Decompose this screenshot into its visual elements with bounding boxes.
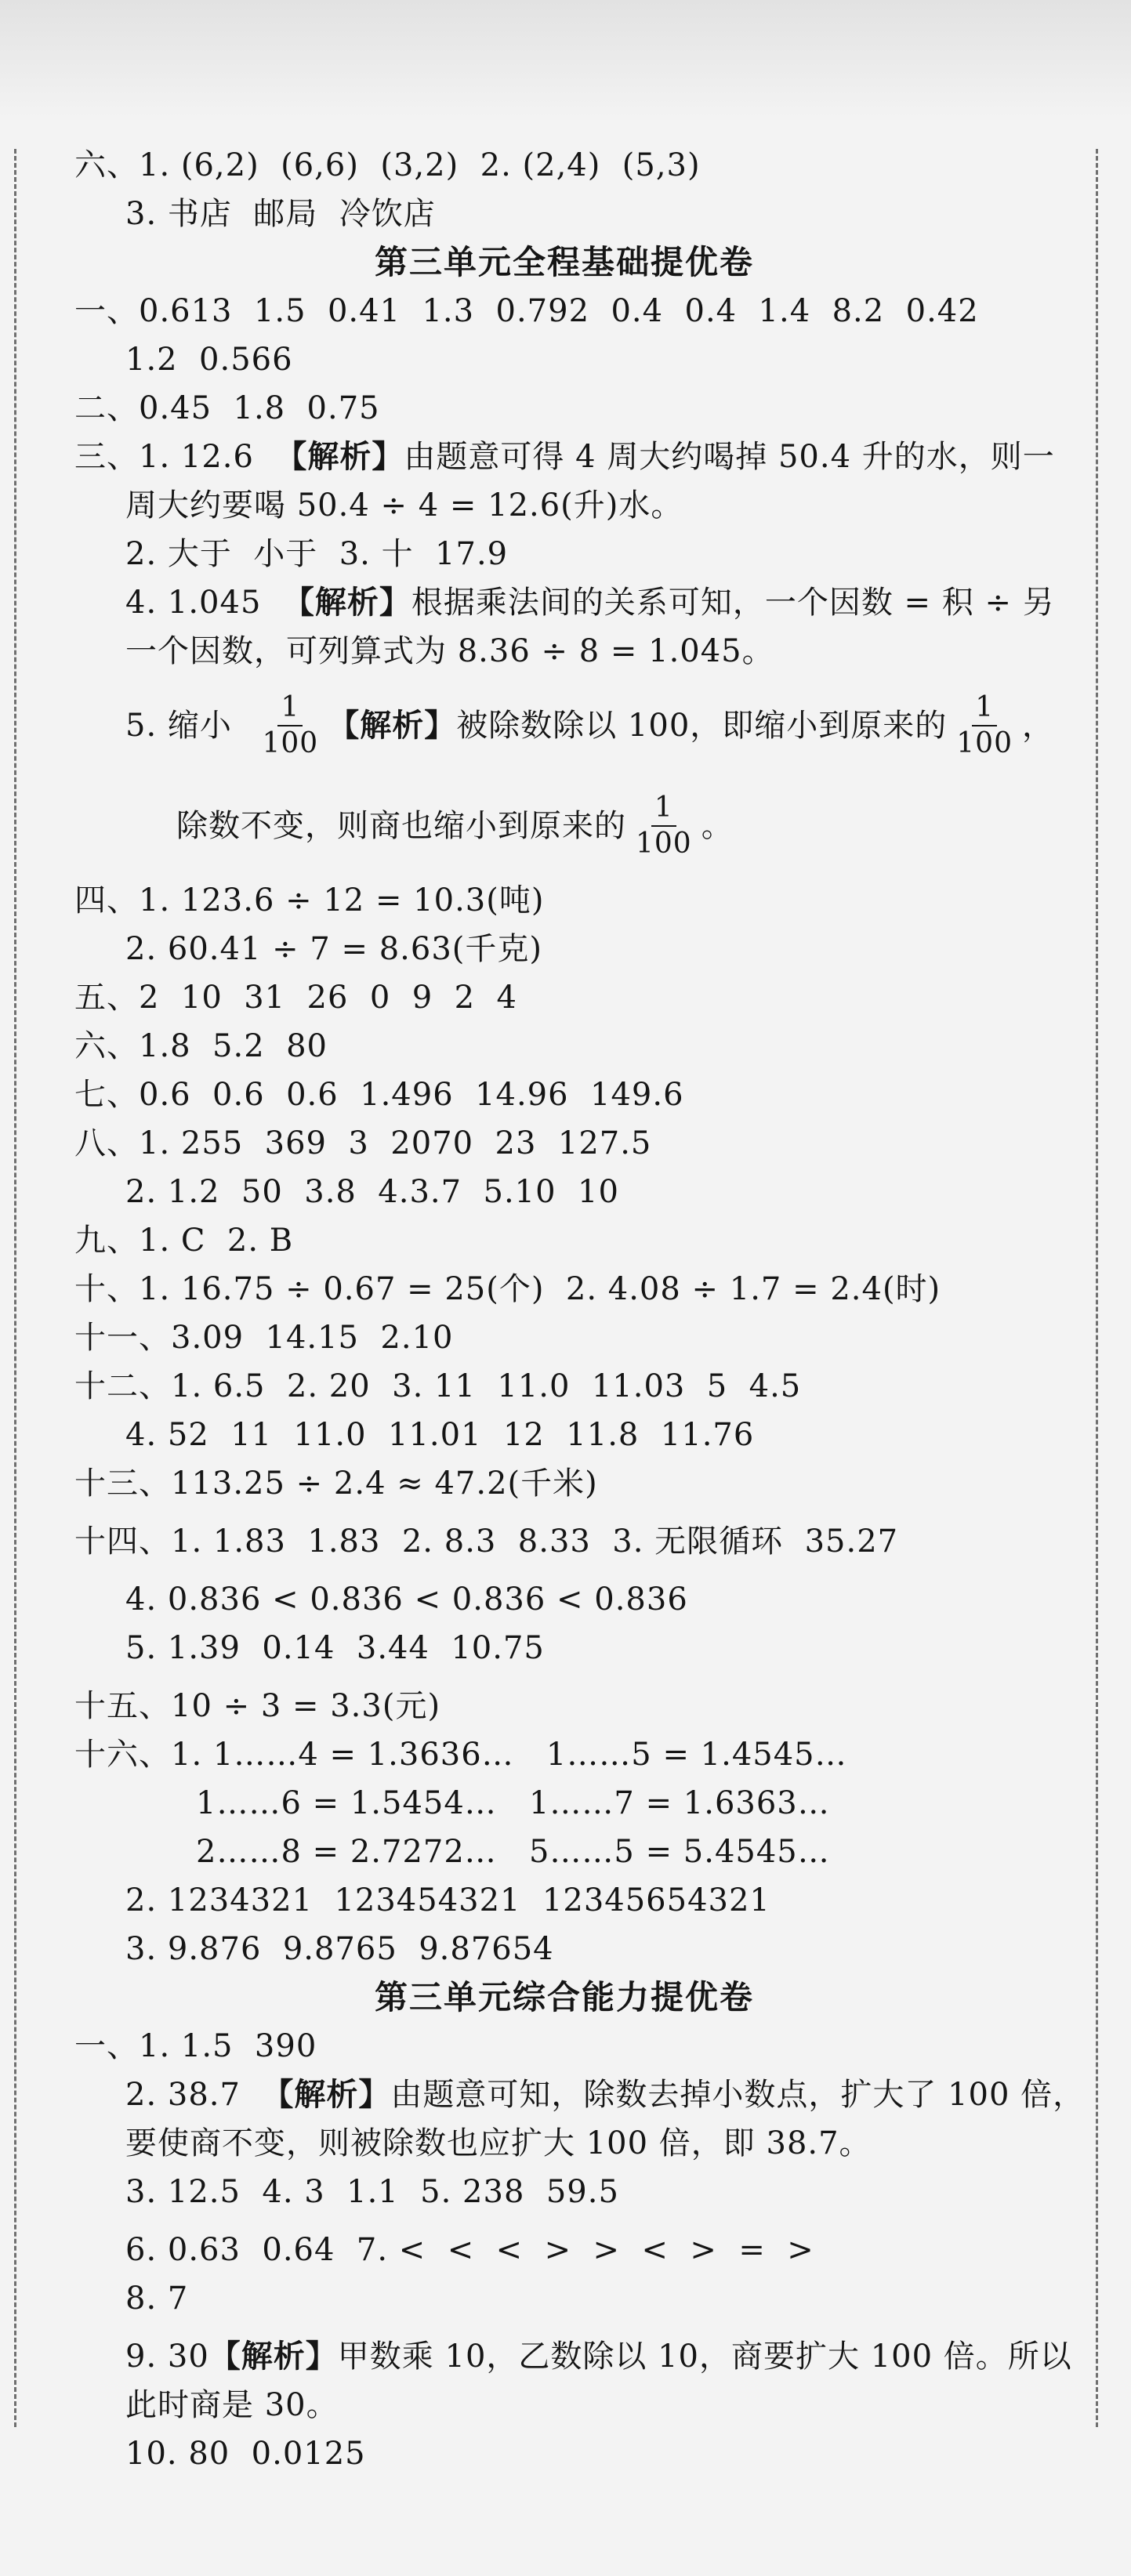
answer-line: 3. 书店 邮局 冷饮店 (125, 196, 436, 232)
answer-line: 周大约要喝 50.4 ÷ 4 = 12.6(升)水。 (125, 487, 683, 524)
answer-number: 2. 38.7 (125, 2077, 241, 2113)
left-dashed-margin (14, 149, 16, 2427)
analysis-text: 甲数乘 10，乙数除以 10，商要扩大 100 倍。所以 (337, 2339, 1072, 2375)
analysis-text: 除数不变，则商也缩小到原来的 (176, 808, 626, 844)
analysis-text: 被除数除以 100，即缩小到原来的 (456, 708, 948, 744)
answer-line: 四、1. 123.6 ÷ 12 = 10.3(吨) (74, 882, 545, 918)
answer-prefix: 5. 缩小 (125, 708, 232, 744)
answer-line: 1.2 0.566 (125, 342, 293, 378)
analysis-tag: 【解析】 (208, 2339, 338, 2375)
answer-line: 3. 12.5 4. 3 1.1 5. 238 59.5 (125, 2174, 619, 2210)
fraction-denominator: 100 (956, 727, 1013, 759)
right-dashed-margin (1096, 149, 1098, 2427)
answer-line: 十一、3.09 14.15 2.10 (74, 1320, 454, 1356)
answer-line: 4. 52 11 11.0 11.01 12 11.8 11.76 (125, 1417, 755, 1453)
analysis-tag: 【解析】 (262, 2077, 391, 2113)
answer-line: 一、0.613 1.5 0.41 1.3 0.792 0.4 0.4 1.4 8.2 0.42 (74, 293, 979, 329)
answer-line (74, 578, 1054, 627)
answer-line (74, 2323, 1072, 2381)
fraction (259, 690, 322, 761)
answer-line: 2. 大于 小于 3. 十 17.9 (125, 536, 509, 572)
answer-line-repeating: 6. 0.63 0.64 7. < < < > > < > = > (125, 2232, 814, 2268)
analysis-tag: 【解析】 (282, 585, 411, 621)
analysis-tag: 【解析】 (328, 708, 457, 744)
answer-number: 4. 1.045 (125, 585, 262, 621)
answer-line: 2. 60.41 ÷ 7 = 8.63(千克) (125, 931, 543, 967)
answer-line: 2……8 = 2.7272… 5……5 = 5.4545… (196, 1834, 830, 1870)
answer-line: 要使商不变，则被除数也应扩大 100 倍，即 38.7。 (125, 2125, 872, 2161)
answer-content (74, 141, 1086, 2478)
answer-line: 五、2 10 31 26 0 9 2 4 (74, 980, 517, 1016)
analysis-text: 由题意可得 4 周大约喝掉 50.4 升的水，则一 (404, 439, 1055, 475)
answer-line-fraction (74, 676, 1054, 776)
analysis-tag: 【解析】 (275, 439, 404, 475)
answer-line (74, 433, 1054, 481)
answer-line: 二、0.45 1.8 0.75 (74, 390, 380, 426)
analysis-text: 根据乘法间的关系可知，一个因数 = 积 ÷ 另 (411, 585, 1055, 621)
answer-line: 3. 9.876 9.8765 9.87654 (125, 1931, 554, 1967)
answer-line-repeating: 十五、10 ÷ 3 = 3.3(元) (74, 1688, 441, 1724)
answer-line: 九、1. C 2. B (74, 1223, 294, 1259)
answer-line: 十六、1. 1……4 = 1.3636… 1……5 = 1.4545… (74, 1737, 847, 1773)
fraction (633, 791, 695, 861)
answer-line: 10. 80 0.0125 (125, 2436, 366, 2472)
fraction-numerator: 1 (277, 690, 303, 726)
answer-line: 一、1. 1.5 390 (74, 2028, 317, 2064)
fraction-numerator: 1 (651, 791, 676, 827)
scan-shadow (0, 0, 1131, 118)
answer-line: 1……6 = 1.5454… 1……7 = 1.6363… (196, 1785, 830, 1821)
answer-line: 七、0.6 0.6 0.6 1.496 14.96 149.6 (74, 1077, 684, 1113)
answer-line: 2. 1234321 123454321 12345654321 (125, 1882, 770, 1918)
period: 。 (701, 808, 734, 844)
answer-line: 一个因数，可列算式为 8.36 ÷ 8 = 1.045。 (125, 633, 774, 669)
answer-line: 十二、1. 6.5 2. 20 3. 11 11.0 11.03 5 4.5 (74, 1368, 802, 1404)
answer-line: 十、1. 16.75 ÷ 0.67 = 25(个) 2. 4.08 ÷ 1.7 = 2.4(时) (74, 1271, 941, 1307)
answer-line: 2. 1.2 50 3.8 4.3.7 5.10 10 (125, 1174, 619, 1210)
answer-line-repeating: 十四、1. 1.83 1.83 2. 8.3 8.33 3. 无限循环 35.27 (74, 1523, 899, 1560)
answer-line: 六、1.8 5.2 80 (74, 1028, 328, 1064)
section-title: 第三单元综合能力提优卷 (374, 1978, 754, 2016)
answer-line (74, 2071, 1086, 2119)
fraction-denominator: 100 (636, 828, 692, 860)
answer-line: 8. 7 (125, 2281, 189, 2317)
answer-number: 9. 30 (125, 2339, 209, 2375)
fraction-numerator: 1 (972, 690, 997, 726)
answer-line: 八、1. 255 369 3 2070 23 127.5 (74, 1125, 652, 1161)
answer-line: 此时商是 30。 (125, 2387, 339, 2423)
answer-line: 十三、113.25 ÷ 2.4 ≈ 47.2(千米) (74, 1466, 598, 1502)
answer-number: 三、1. 12.6 (74, 439, 254, 475)
fraction-denominator: 100 (262, 727, 319, 759)
answer-line-repeating: 4. 0.836 < 0.836 < 0.836 < 0.836 (125, 1581, 688, 1618)
answer-line-fraction (74, 776, 1054, 876)
section-title: 第三单元全程基础提优卷 (374, 243, 754, 281)
answer-line: 5. 1.39 0.14 3.44 10.75 (125, 1630, 545, 1666)
analysis-text: 由题意可知，除数去掉小数点，扩大了 100 倍， (390, 2077, 1086, 2113)
comma: ， (1022, 708, 1054, 744)
fraction (953, 690, 1016, 761)
answer-line: 六、1. (6,2) (6,6) (3,2) 2. (2,4) (5,3) (74, 147, 701, 183)
